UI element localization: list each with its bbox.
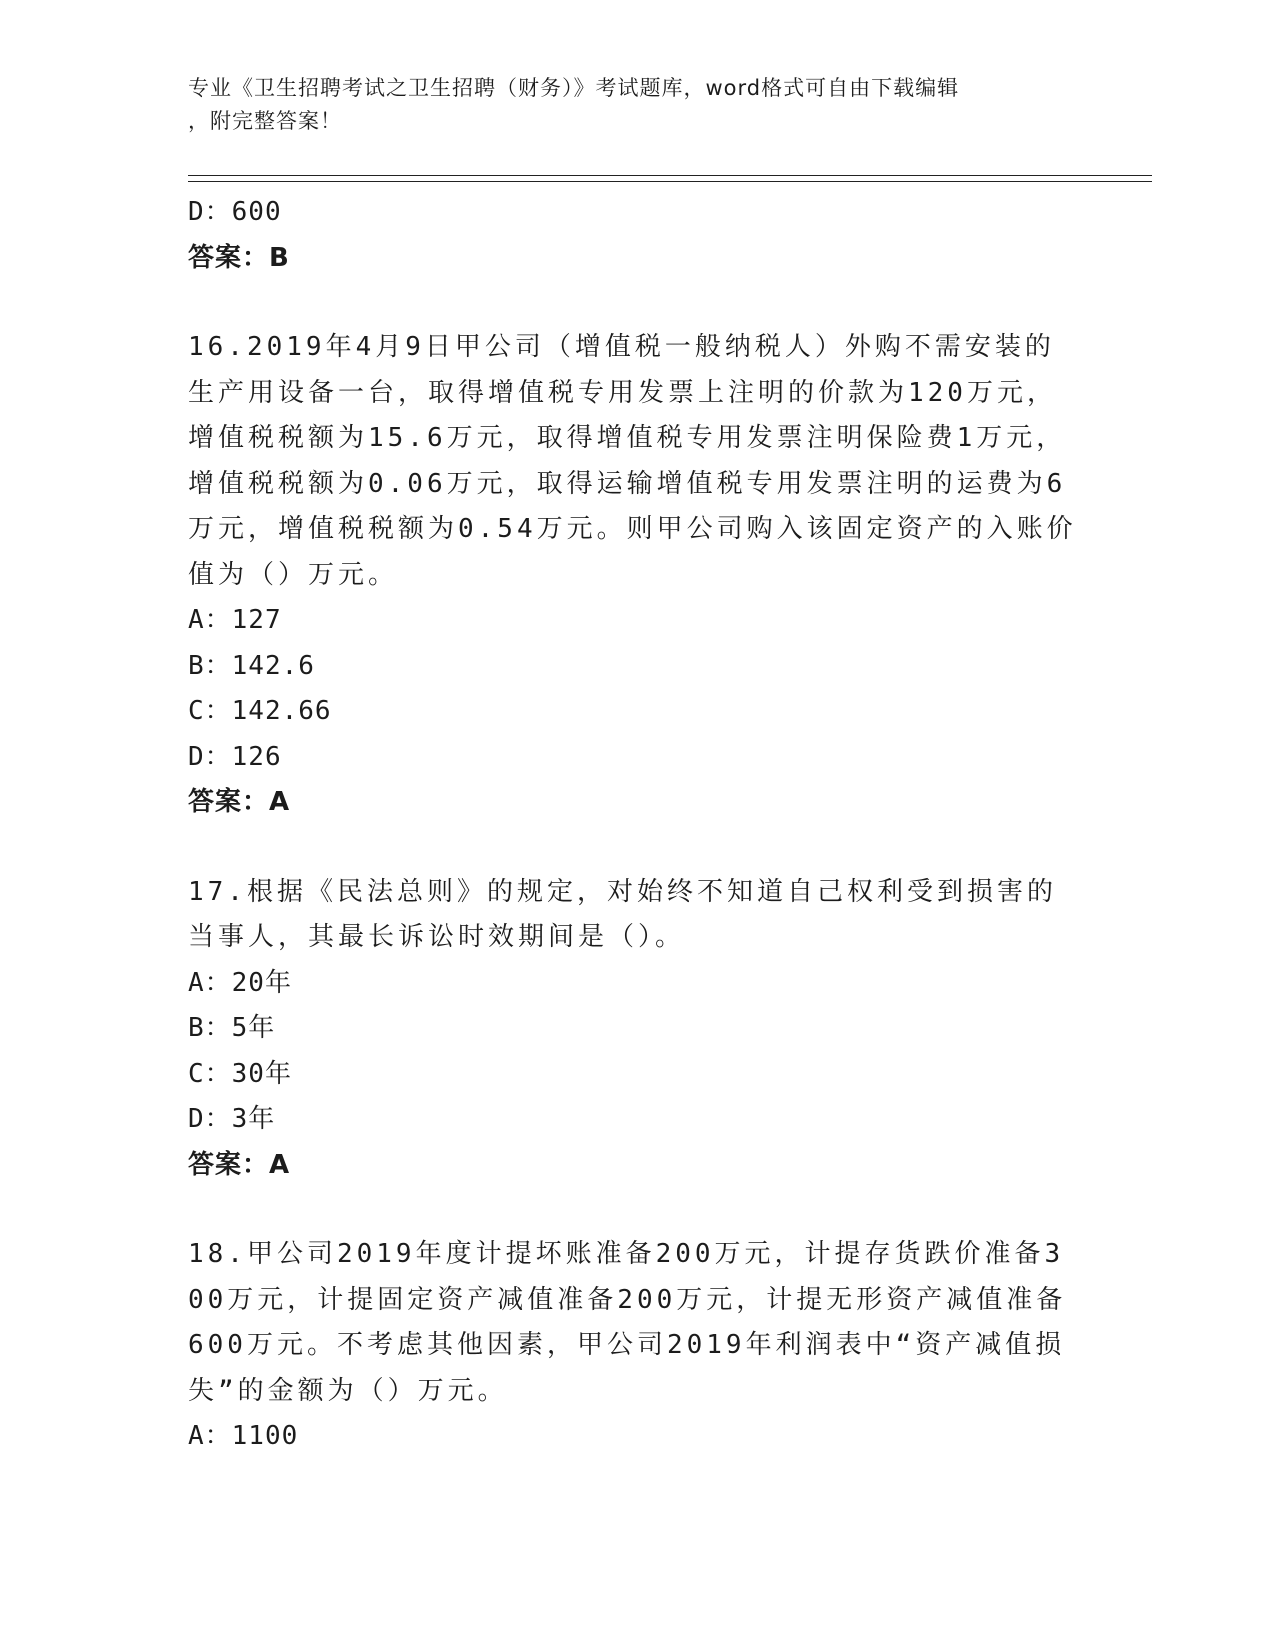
question-17 — [188, 870, 1088, 1189]
header-divider-top — [188, 175, 1152, 176]
option-c: C：142.66 — [188, 696, 332, 726]
answer-label: 答案：A — [188, 787, 291, 817]
header-line-2: ，附完整答案！ — [188, 109, 342, 133]
question-stem: 17.根据《民法总则》的规定，对始终不知道自己权利受到损害的当事人，其最长诉讼时效期间是（）。 — [188, 876, 1057, 952]
option-b: B：5年 — [188, 1013, 276, 1043]
question-16 — [188, 325, 1088, 826]
question-stem: 16.2019年4月9日甲公司（增值税一般纳税人）外购不需安装的生产用设备一台，取得增值税专用发票上注明的价款为120万元，增值税税额为15.6万元，取得增值税专用发票注明保险费1万元，增值税税额为0.06万元，取得运输增值税专用发票注明的运费为6万元，增值税税额为0.54万元。则甲公司购入该固定资产的入账价值为（）万元。 — [188, 332, 1077, 590]
option-b: B：142.6 — [188, 650, 315, 681]
option-a: A：127 — [188, 605, 282, 635]
question-list — [188, 190, 1088, 1460]
answer-label: 答案：A — [188, 1149, 291, 1180]
header-divider-bottom — [188, 181, 1152, 182]
option-a: A：20年 — [188, 967, 292, 998]
option-c: C：30年 — [188, 1058, 292, 1089]
question-18 — [188, 1232, 1088, 1460]
header-line-1: 专业《卫生招聘考试之卫生招聘（财务）》考试题库，word格式可自由下载编辑 — [188, 76, 960, 100]
option-d: D：3年 — [188, 1104, 276, 1134]
option-d: D：600 — [188, 197, 282, 227]
option-d: D：126 — [188, 741, 282, 772]
option-a: A：1100 — [188, 1421, 299, 1451]
question-stem: 18.甲公司2019年度计提坏账准备200万元，计提存货跌价准备300万元，计提固定资产减值准备200万元，计提无形资产减值准备600万元。不考虑其他因素，甲公司2019年利润表中“资产减值损失”的金额为（）万元。 — [188, 1239, 1067, 1406]
answer-label: 答案：B — [188, 242, 290, 273]
document-header — [188, 72, 1088, 138]
